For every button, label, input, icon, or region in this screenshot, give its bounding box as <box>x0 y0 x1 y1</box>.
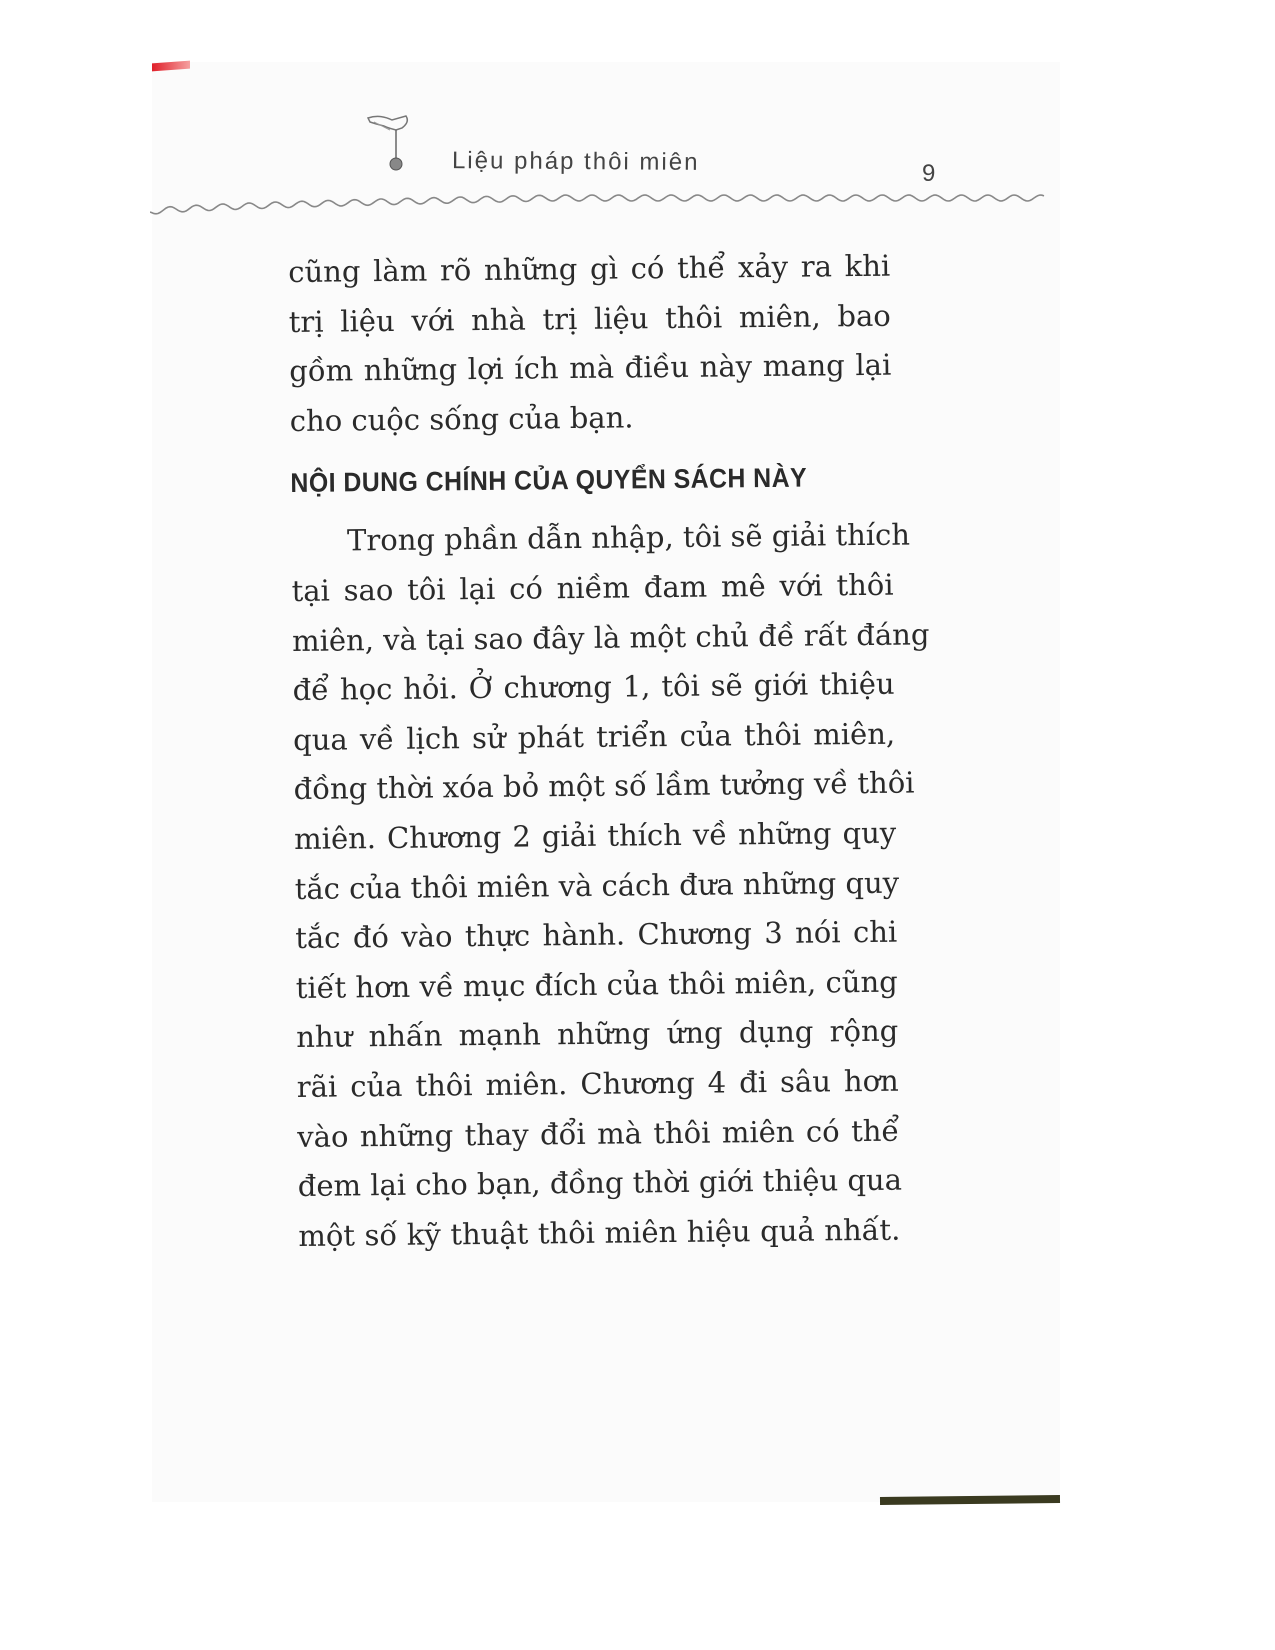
text-line: tiết hơn về mục đích của thôi miên, cũng <box>295 964 898 1005</box>
text-line: đem lại cho bạn, đồng thời giới thiệu qua <box>297 1162 903 1204</box>
pendulum-hand-icon <box>366 112 416 174</box>
text-line: để học hỏi. Ở chương 1, tôi sẽ giới thiệu <box>292 666 895 708</box>
section-heading: NỘI DUNG CHÍNH CỦA QUYỂN SÁCH NÀY <box>290 462 808 499</box>
text-line: tắc đó vào thực hành. Chương 3 nói chi <box>295 914 898 956</box>
page-number: 9 <box>922 160 936 187</box>
text-line: cho cuộc sống của bạn. <box>289 400 634 438</box>
text-line: cũng làm rõ những gì có thể xảy ra khi <box>288 248 891 289</box>
text-line: rãi của thôi miên. Chương 4 đi sâu hơn <box>296 1063 899 1104</box>
text-line: vào những thay đổi mà thôi miên có thể <box>297 1113 900 1154</box>
text-line: trị liệu với nhà trị liệu thôi miên, bao <box>288 298 891 339</box>
text-line: tắc của thôi miên và cách đưa những quy <box>294 865 900 906</box>
text-line: miên. Chương 2 giải thích về những quy <box>294 815 897 856</box>
text-line: một số kỹ thuật thôi miên hiệu quả nhất. <box>298 1212 901 1253</box>
text-line: gồm những lợi ích mà điều này mang lại <box>289 347 892 389</box>
running-title: Liệu pháp thôi miên <box>451 147 700 176</box>
text-line: qua về lịch sử phát triển của thôi miên, <box>292 716 896 757</box>
text-line: Trong phần dẫn nhập, tôi sẽ giải thích <box>346 517 911 558</box>
wavy-divider <box>150 182 1045 222</box>
text-line: như nhấn mạnh những ứng dụng rộng <box>296 1013 899 1055</box>
main-paragraph <box>291 511 930 1261</box>
text-line: đồng thời xóa bỏ một số lầm tưởng về thôi <box>293 765 915 807</box>
page-header <box>0 0 1275 230</box>
page-body <box>288 242 930 1262</box>
page-bottom-edge <box>880 1495 1060 1505</box>
text-line: miên, và tại sao đây là một chủ đề rất đáng <box>291 616 930 658</box>
text-line: tại sao tôi lại có niềm đam mê với thôi <box>291 567 894 608</box>
intro-paragraph <box>288 242 892 447</box>
